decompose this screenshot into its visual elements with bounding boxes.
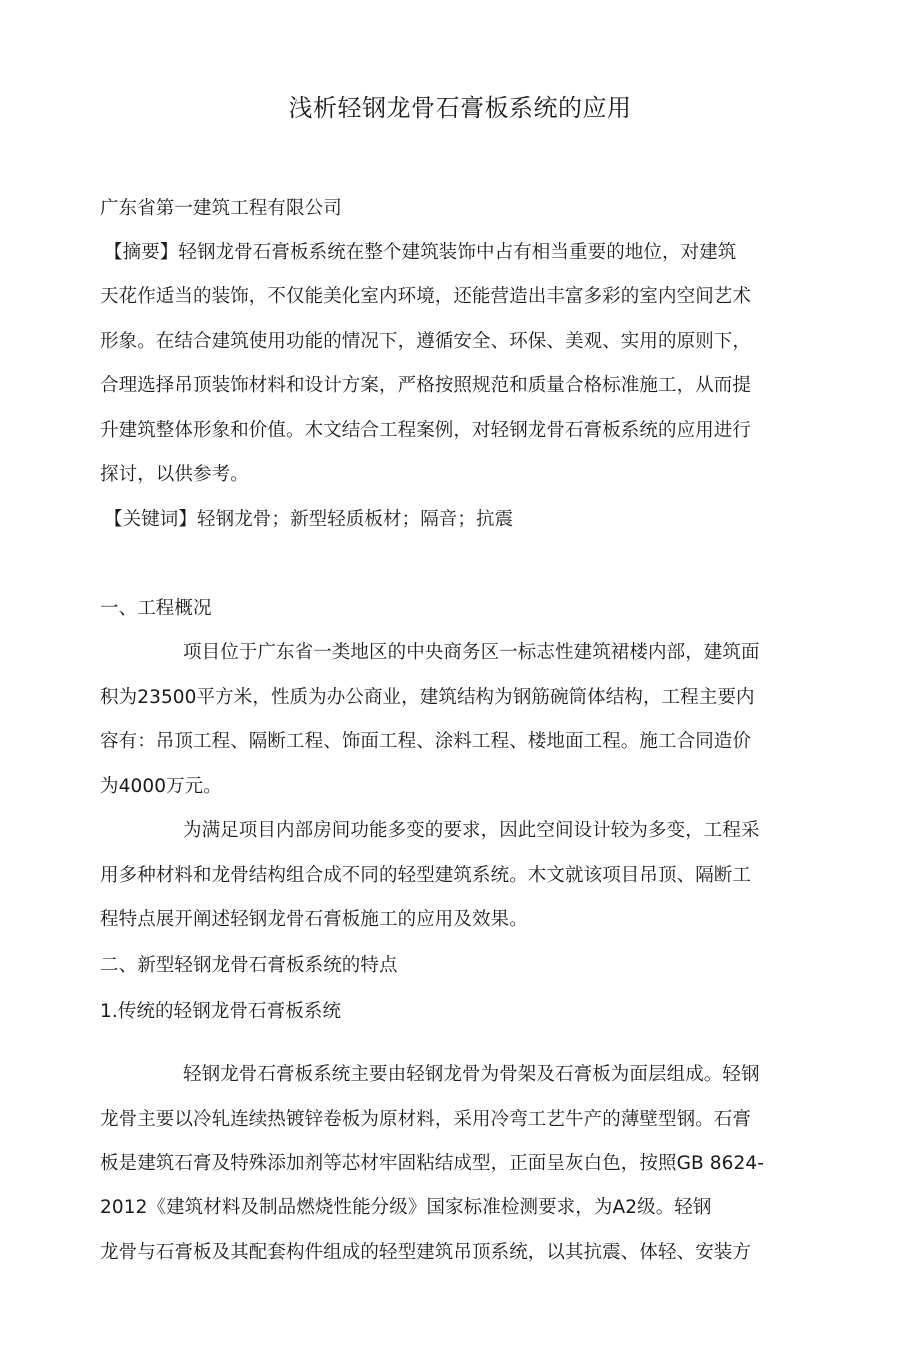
abstract-line: 合理选择吊顶装饰材料和设计方案，严格按照规范和质量合格标准施工，从而提 [100, 375, 752, 396]
paragraph-line: 项目位于广东省一类地区的中央商务区一标志性建筑裙楼内部，建筑面 [183, 642, 760, 663]
paragraph-line: 用多种材料和龙骨结构组合成不同的轻型建筑系统。木文就该项目吊顶、隔断工 [100, 865, 752, 886]
paragraph-line: 2012《建筑材料及制品燃烧性能分级》国家标准检测要求，为A2级。轻钢 [100, 1197, 712, 1218]
paragraph-line: 积为23500平方米，性质为办公商业，建筑结构为钢筋碗筒体结构，工程主要内 [100, 687, 755, 708]
paragraph-line: 板是建筑石膏及特殊添加剂等芯材牢固粘结成型，正面呈灰白色，按照GB 8624- [100, 1153, 765, 1174]
abstract-line: 形象。在结合建筑使用功能的情况下，遵循安全、环保、美观、实用的原则下， [100, 331, 752, 352]
paragraph-line: 程特点展开阐述轻钢龙骨石膏板施工的应用及效果。 [100, 909, 528, 930]
paragraph-line: 为满足项目内部房间功能多变的要求，因此空间设计较为多变，工程采 [183, 820, 760, 841]
document-title: 浅析轻钢龙骨石膏板系统的应用 [288, 94, 632, 122]
abstract-line: 天花作适当的装饰，不仅能美化室内环境，还能营造出丰富多彩的室内空间艺术 [100, 286, 752, 307]
subsection-heading: 1.传统的轻钢龙骨石膏板系统 [100, 1001, 342, 1022]
paragraph-line: 龙骨与石膏板及其配套构件组成的轻型建筑吊顶系统，以其抗震、体轻、安装方 [100, 1242, 752, 1263]
paragraph-line: 为4000万元。 [100, 776, 222, 797]
abstract-line: 探讨，以供参考。 [100, 464, 249, 485]
paragraph-line: 轻钢龙骨石膏板系统主要由轻钢龙骨为骨架及石膏板为面层组成。轻钢 [183, 1064, 760, 1085]
abstract-line: 升建筑整体形象和价值。木文结合工程案例，对轻钢龙骨石膏板系统的应用进行 [100, 420, 752, 441]
keywords: 【关键词】轻钢龙骨；新型轻质板材；隔音；抗震 [104, 509, 514, 530]
section-heading: 二、新型轻钢龙骨石膏板系统的特点 [100, 955, 398, 976]
abstract-line: 【摘要】轻钢龙骨石膏板系统在整个建筑装饰中占有相当重要的地位，对建筑 [104, 242, 737, 263]
section-heading: 一、工程概况 [100, 598, 212, 619]
paragraph-line: 龙骨主要以冷轧连续热镀锌卷板为原材料，采用冷弯工艺牛产的薄壁型钢。石膏 [100, 1109, 752, 1130]
paragraph-line: 容有：吊顶工程、隔断工程、饰面工程、涂料工程、楼地面工程。施工合同造价 [100, 731, 752, 752]
author-affiliation: 广东省第一建筑工程有限公司 [100, 198, 342, 219]
